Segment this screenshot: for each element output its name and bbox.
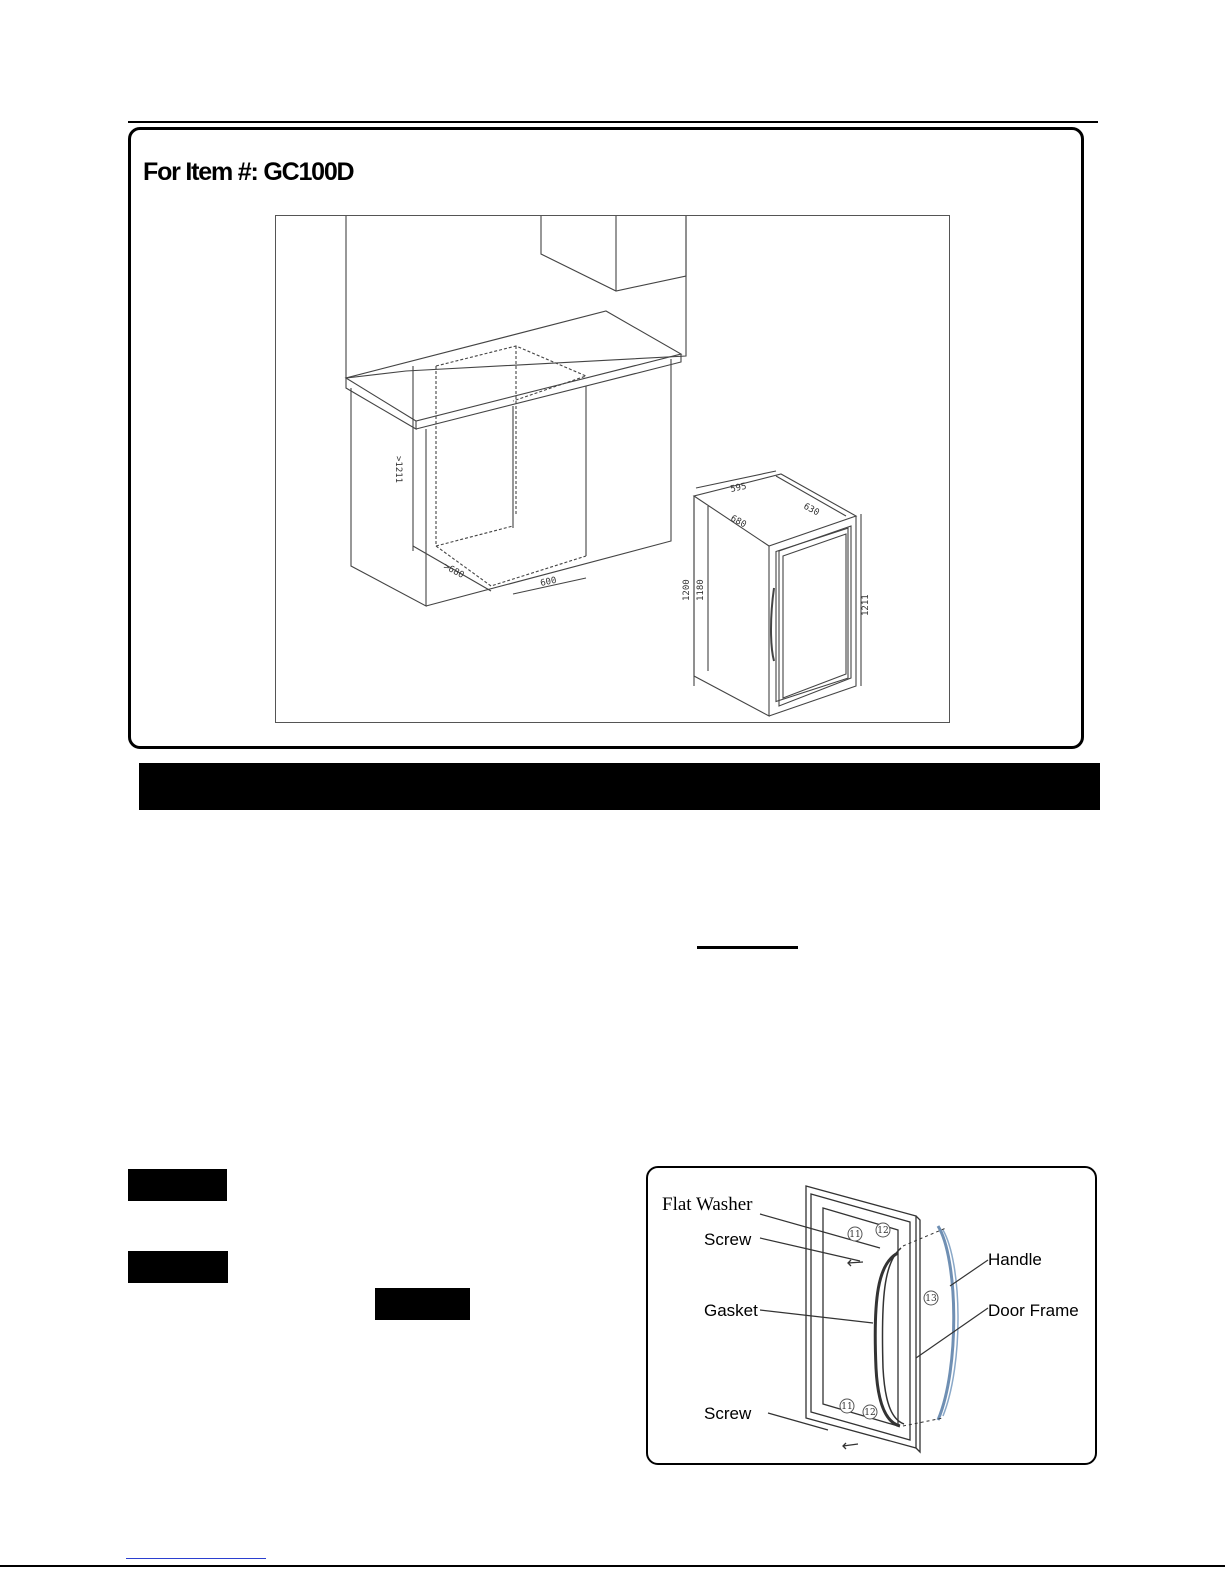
callout-12-bottom: 12 [864,1408,876,1418]
dim-appliance-height-total: 1200 [682,579,692,601]
label-flat-washer: Flat Washer [662,1194,753,1215]
callout-13: 13 [925,1294,937,1304]
redaction-block [375,1288,470,1320]
label-screw-top: Screw [704,1230,752,1249]
link-underline [126,1558,266,1559]
label-handle: Handle [988,1250,1042,1269]
callout-11-top: 11 [849,1230,861,1240]
door-diagram-box [646,1166,1097,1465]
callout-12-top: 12 [877,1226,889,1236]
installation-drawing [275,215,950,723]
label-gasket: Gasket [704,1301,758,1320]
installation-drawing-svg [276,216,951,724]
callout-11-bottom: 11 [841,1402,853,1412]
bottom-rule [0,1565,1225,1567]
dim-appliance-height-body: 1180 [696,579,706,601]
dim-appliance-depth-top: 630 [801,501,821,519]
underline-mark [697,946,798,949]
dim-appliance-height-front: 1211 [861,594,871,616]
dim-cabinet-depth: >680 [441,561,466,581]
top-rule [128,121,1098,123]
dim-appliance-depth-side: 680 [728,513,748,531]
dim-appliance-width: 595 [729,481,748,495]
dim-cabinet-width: 600 [539,575,558,589]
label-door-frame: Door Frame [988,1301,1079,1320]
redaction-block [128,1251,228,1283]
item-title: For Item #: GC100D [143,158,354,186]
redaction-block [128,1169,227,1201]
dim-cabinet-height: >1211 [393,456,403,484]
label-screw-bottom: Screw [704,1404,752,1423]
section-header-bar [139,763,1100,810]
